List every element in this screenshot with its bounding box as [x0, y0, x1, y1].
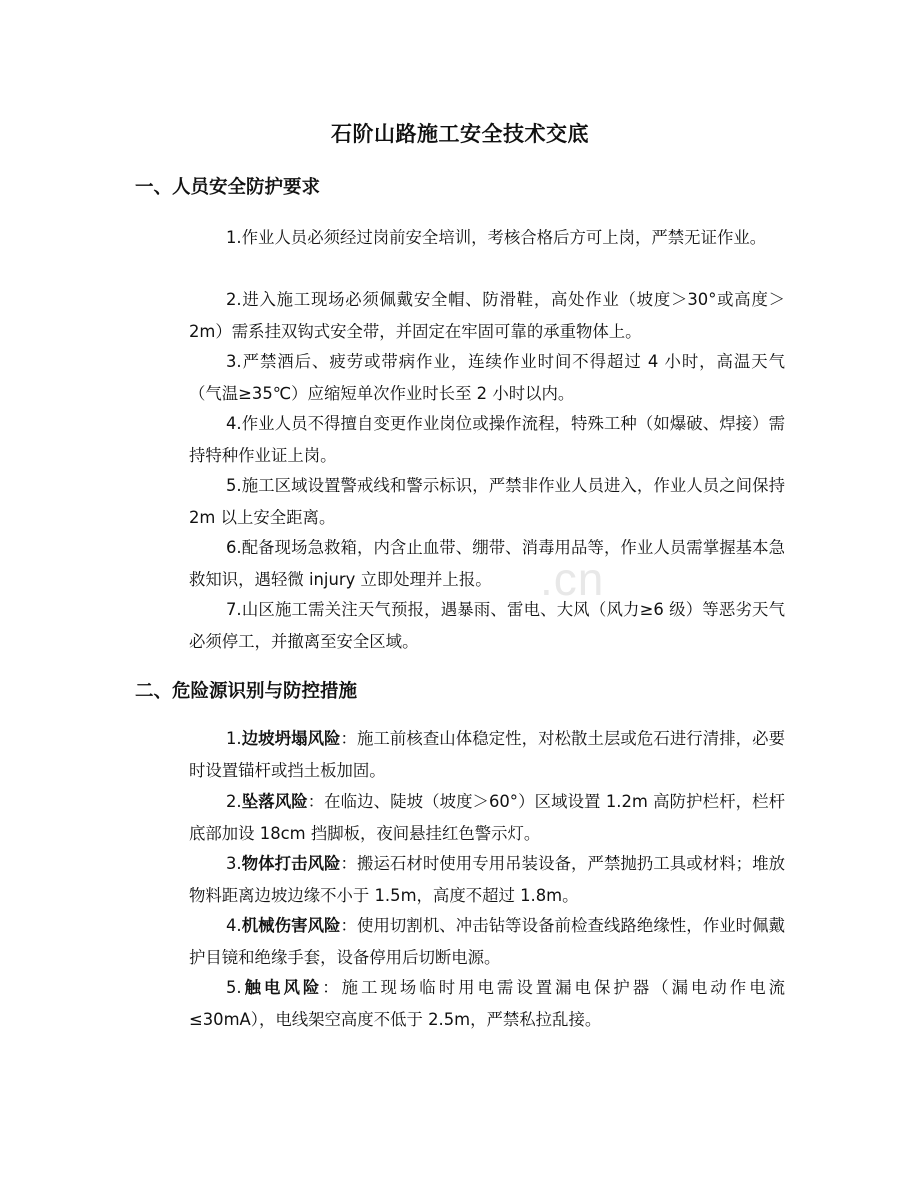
list-item: 6.配备现场急救箱，内含止血带、绷带、消毒用品等，作业人员需掌握基本急救知识，遇轻微 injury 立即处理并上报。 — [189, 538, 785, 589]
list-item: 2.坠落风险：在临边、陡坡（坡度＞60°）区域设置 1.2m 高防护栏杆，栏杆底部加设 18cm 挡脚板，夜间悬挂红色警示灯。 — [189, 792, 785, 843]
list-item: 4.作业人员不得擅自变更作业岗位或操作流程，特殊工种（如爆破、焊接）需持特种作业证上岗。 — [189, 414, 785, 465]
document-title: 石阶山路施工安全技术交底 — [331, 122, 589, 146]
list-item: 4.机械伤害风险：使用切割机、冲击钻等设备前检查线路绝缘性，作业时佩戴护目镜和绝缘手套，设备停用后切断电源。 — [189, 916, 786, 967]
list-item: 2.进入施工现场必须佩戴安全帽、防滑鞋，高处作业（坡度＞30°或高度＞2m）需系挂双钩式安全带，并固定在牢固可靠的承重物体上。 — [189, 290, 785, 341]
section-heading-personnel-safety: 一、人员安全防护要求 — [135, 177, 321, 198]
list-item: 5.触电风险：施工现场临时用电需设置漏电保护器（漏电动作电流≤30mA），电线架空高度不低于 2.5m，严禁私拉乱接。 — [189, 978, 786, 1029]
section-heading-hazard-control: 二、危险源识别与防控措施 — [135, 681, 358, 702]
list-item: 1.作业人员必须经过岗前安全培训，考核合格后方可上岗，严禁无证作业。 — [226, 228, 767, 247]
list-item: 5.施工区域设置警戒线和警示标识，严禁非作业人员进入，作业人员之间保持 2m 以上安全距离。 — [189, 476, 785, 527]
list-item: 1.边坡坍塌风险：施工前核查山体稳定性，对松散土层或危石进行清排，必要时设置锚杆或挡土板加固。 — [189, 729, 786, 780]
list-item: 7.山区施工需关注天气预报，遇暴雨、雷电、大风（风力≥6 级）等恶劣天气必须停工，并撤离至安全区域。 — [189, 600, 785, 651]
watermark: .cn — [540, 553, 605, 605]
list-item: 3.严禁酒后、疲劳或带病作业，连续作业时间不得超过 4 小时，高温天气（气温≥35℃）应缩短单次作业时长至 2 小时以内。 — [189, 352, 785, 403]
list-item: 3.物体打击风险：搬运石材时使用专用吊装设备，严禁抛扔工具或材料；堆放物料距离边坡边缘不小于 1.5m，高度不超过 1.8m。 — [189, 854, 786, 905]
